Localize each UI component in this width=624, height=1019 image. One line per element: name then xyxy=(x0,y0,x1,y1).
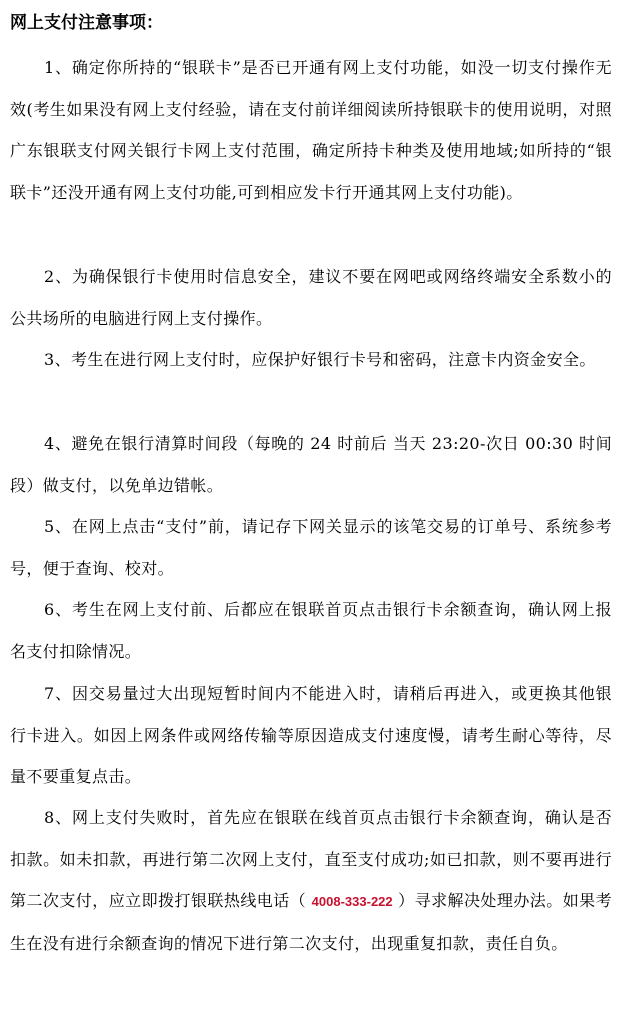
notice-item-3: 3、考生在进行网上支付时，应保护好银行卡号和密码，注意卡内资金安全。 xyxy=(44,350,596,369)
notice-title: 网上支付注意事项： xyxy=(10,13,163,33)
hotline-number: 4008-333-222 xyxy=(311,894,393,909)
notice-item-4: 4、避免在银行清算时间段（每晚的 24 时前后 当天 23:20-次日 00:30 时间段）做支付，以免单边错帐。 xyxy=(10,434,612,495)
notice-item-8 xyxy=(10,797,612,964)
notice-item-5: 5、在网上点击“支付”前，请记存下网关显示的该笔交易的订单号、系统参考号，便于查询、校对。 xyxy=(10,517,612,578)
notice-item-7: 7、因交易量过大出现短暂时间内不能进入时，请稍后再进入，或更换其他银行卡进入。如因上网条件或网络传输等原因造成支付速度慢，请考生耐心等待，尽量不要重复点击。 xyxy=(10,684,612,786)
notice-item-2: 2、为确保银行卡使用时信息安全，建议不要在网吧或网络终端安全系数小的公共场所的电脑进行网上支付操作。 xyxy=(10,267,612,328)
notice-item-6: 6、考生在网上支付前、后都应在银联首页点击银行卡余额查询，确认网上报名支付扣除情况。 xyxy=(10,600,612,661)
notice-item-8-text-before: 8、网上支付失败时，首先应在银联在线首页点击银行卡余额查询，确认是否扣款。如未扣款，再进行第二次网上支付，直至支付成功;如已扣款，则不要再进行第二次支付，应立即拨打银联热线电话（ xyxy=(10,808,612,910)
notice-item-8-text-after: ）寻求解决处理办法。如果考生在没有进行余额查询的情况下进行第二次支付，出现重复扣款，责任自负。 xyxy=(10,891,612,953)
notice-item-1: 1、确定你所持的“银联卡”是否已开通有网上支付功能，如没一切支付操作无效(考生如果没有网上支付经验，请在支付前详细阅读所持银联卡的使用说明，对照广东银联支付网关银行卡网上支付范围，确定所持卡种类及使用地域;如所持的“银联卡”还没开通有网上支付功能,可到相应发卡行开通其网上支付功能)。 xyxy=(10,58,612,202)
